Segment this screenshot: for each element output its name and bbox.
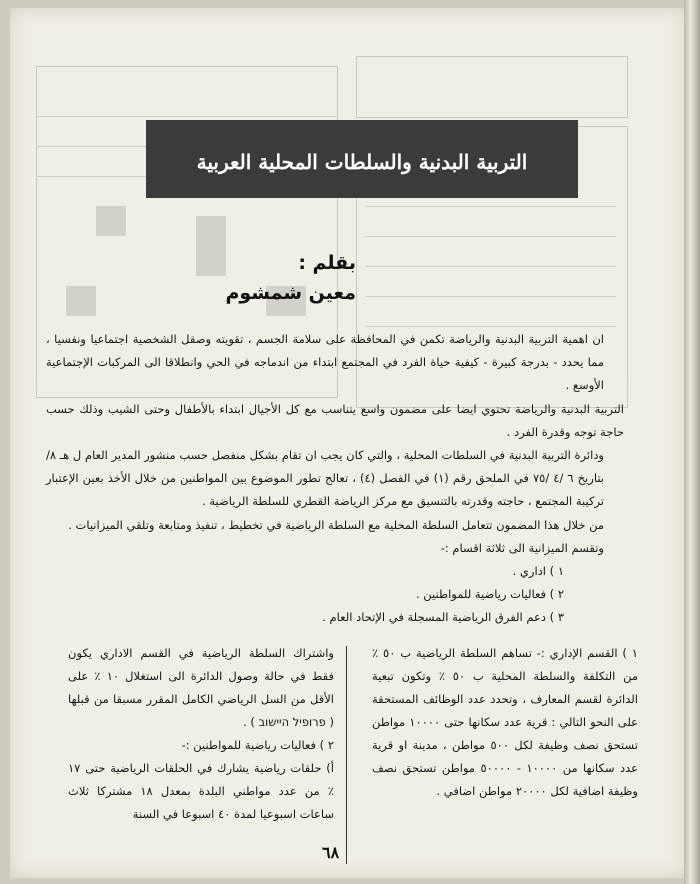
intro-paragraph: من خلال هذا المضمون تتعامل السلطة المحلية مع السلطة الرياضية في تخطيط ، تنفيذ ومتابعة وتلقي الميزانيات . [68,517,604,532]
intro-paragraph: وتقسم الميزانية الى ثلاثة اقسام :- [440,540,604,555]
page-number: ٦٨ [322,843,340,862]
left-paragraph: واشتراك السلطة الرياضية في القسم الاداري يكون فقط في حالة وصول الدائرة الى استغلال ١٠ ٪ على الأقل من السل الرياضي الكامل المقرر مسبقا من قبلها ( פרופיל היישוב ) . [68,646,334,729]
article-body [46,328,624,630]
byline-label: بقلم : [298,252,356,274]
left-column [68,642,334,826]
budget-item: ٢ ) فعاليات رياضية للمواطنين . [415,587,564,602]
intro-paragraph: ودائرة التربية البدنية في السلطات المحلية ، والتي كان يجب ان تقام بشكل منفصل حسب منشور المدير العام ل هـ ٨/ بتاريخ ٦ /٤ /٧٥ في الملحق رقم (١) في الفصل (٤) ، تعالج تطور الموضوع بين المواطنين من خلال الأخذ بعين الإعتبار تركيبة المجتمع ، حاجته وقدرته بالتنسيق مع مركز الرياضة القطري للسلطة الرياضية . [46,448,604,509]
budget-item: ١ ) اداري . [512,564,564,579]
intro-paragraph: التربية البدنية والرياضة تحتوي ايضا على مضمون واسع يتناسب مع كل الأجيال ابتداء بالأطفال وحتى الشيب وذلك حسب حاجة توجه وقدرة الفرد . [46,401,624,439]
byline [225,248,356,308]
page-edge [684,0,700,884]
budget-item: ٣ ) دعم الفرق الرياضية المسجلة في الإتحاد العام . [322,610,564,625]
article-title: التربية البدنية والسلطات المحلية العربية [196,150,528,174]
right-column [372,642,638,803]
intro-paragraph: ان اهمية التربية البدنية والرياضة تكمن في المحافظة على سلامة الجسم ، تقويته وصقل الشخصية اجتماعيا ونفسيا ، مما يحدد - بدرجة كبيرة - كيفية حياة الفرد في المجتمع ابتداء من اندماجه في الحي وانطلاقا الى المركبات الإجتماعية الأوسع . [46,332,604,393]
section-heading: ٢ ) فعاليات رياضية للمواطنين :- [181,738,334,752]
byline-author: معين شمشوم [225,282,356,304]
title-banner [146,120,578,198]
administrative-section: ١ ) القسم الإداري :- تساهم السلطة الرياضية ب ٥٠ ٪ من التكلفة والسلطة المحلية ب ٥٠ ٪ وتكون تبعية الدائرة لقسم المعارف ، وتحدد عدد الوظائف المستحقة على النحو التالي : قرية عدد سكانها حتى ١٠٠٠٠ مواطن تستحق نصف وظيفة لكل ٥٠٠ مواطن ، مدينة او قرية عدد سكانها من ١٠٠٠٠ - ٥٠٠٠٠ مواطن تستحق نصف وظيفة اضافية لكل ٢٠٠٠٠ مواطن اضافي . [372,646,639,798]
left-paragraph: أ) حلقات رياضية يشارك في الحلقات الرياضية حتى ١٧ ٪ من عدد مواطني البلدة بمعدل ١٨ مشتركا ثلاث ساعات اسبوعيا لمدة ٤٠ اسبوعا في السنة [68,761,334,821]
column-divider [346,646,347,864]
